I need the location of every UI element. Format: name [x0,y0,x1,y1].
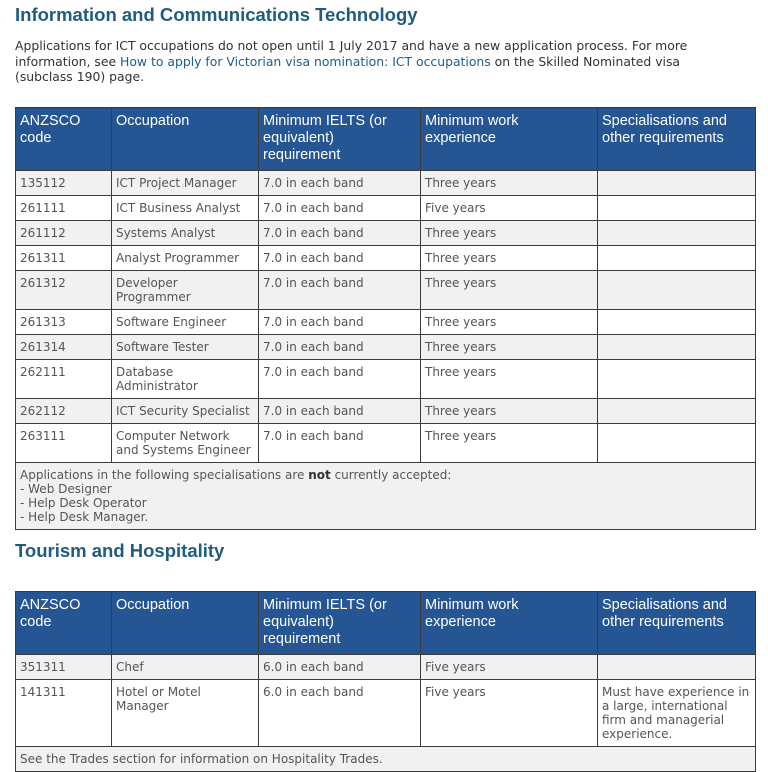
anzsco-code-cell: 263111 [16,424,112,463]
table-row [16,246,756,271]
ielts-cell: 7.0 in each band [259,171,421,196]
specialisations-cell [598,196,756,221]
column-header-occupation: Occupation [112,108,259,171]
tourism-trades-note: See the Trades section for information on Hospitality Trades. [16,747,756,772]
table-row [16,424,756,463]
column-header-work-experience: Minimum work experience [421,108,598,171]
occupation-cell: ICT Project Manager [112,171,259,196]
table-row [16,399,756,424]
note-text-end: currently accepted: [330,468,452,482]
anzsco-code-cell: 141311 [16,680,112,747]
anzsco-code-cell: 261111 [16,196,112,221]
column-header-ielts: Minimum IELTS (or equivalent) requirement [259,592,421,655]
table-note-row [16,747,756,772]
anzsco-code-cell: 261312 [16,271,112,310]
occupation-cell: Analyst Programmer [112,246,259,271]
occupation-cell: ICT Business Analyst [112,196,259,221]
work-experience-cell: Three years [421,171,598,196]
note-item: - Help Desk Manager. [20,510,149,524]
specialisations-cell [598,310,756,335]
table-row [16,310,756,335]
specialisations-cell [598,335,756,360]
ielts-cell: 7.0 in each band [259,196,421,221]
ielts-cell: 7.0 in each band [259,424,421,463]
anzsco-code-cell: 261112 [16,221,112,246]
occupation-cell: Systems Analyst [112,221,259,246]
column-header-ielts: Minimum IELTS (or equivalent) requirement [259,108,421,171]
column-header-work-experience: Minimum work experience [421,592,598,655]
column-header-occupation: Occupation [112,592,259,655]
table-row [16,171,756,196]
table-row [16,196,756,221]
ielts-cell: 7.0 in each band [259,335,421,360]
ielts-cell: 6.0 in each band [259,680,421,747]
table-note-row [16,463,756,530]
table-row [16,221,756,246]
ielts-cell: 7.0 in each band [259,310,421,335]
table-header-row [16,592,756,655]
column-header-anzsco: ANZSCO code [16,108,112,171]
work-experience-cell: Five years [421,655,598,680]
work-experience-cell: Three years [421,310,598,335]
ielts-cell: 7.0 in each band [259,399,421,424]
specialisations-cell [598,424,756,463]
ict-intro-text: Applications for ICT occupations do not open until 1 July 2017 and have a new application process. For more information, see [15,38,688,69]
note-emphasis: not [308,468,331,482]
specialisations-cell [598,360,756,399]
specialisations-cell [598,246,756,271]
occupation-cell: Developer Programmer [112,271,259,310]
occupation-cell: Software Tester [112,335,259,360]
ict-intro-paragraph [15,38,715,85]
ict-occupations-table [15,107,756,530]
column-header-specialisations: Specialisations and other requirements [598,108,756,171]
ict-section-heading: Information and Communications Technology [15,4,418,25]
note-item: - Web Designer [20,482,112,496]
ielts-cell: 7.0 in each band [259,271,421,310]
specialisations-cell [598,655,756,680]
note-item: - Help Desk Operator [20,496,147,510]
anzsco-code-cell: 261314 [16,335,112,360]
work-experience-cell: Three years [421,424,598,463]
table-row [16,335,756,360]
ielts-cell: 7.0 in each band [259,221,421,246]
table-header-row [16,108,756,171]
anzsco-code-cell: 261311 [16,246,112,271]
anzsco-code-cell: 262112 [16,399,112,424]
anzsco-code-cell: 351311 [16,655,112,680]
work-experience-cell: Three years [421,335,598,360]
table-row [16,680,756,747]
anzsco-code-cell: 262111 [16,360,112,399]
work-experience-cell: Three years [421,246,598,271]
ict-not-accepted-note [16,463,756,530]
specialisations-cell: Must have experience in a large, international firm and managerial experience. [598,680,756,747]
work-experience-cell: Five years [421,680,598,747]
occupation-cell: Software Engineer [112,310,259,335]
ict-how-to-apply-link[interactable]: How to apply for Victorian visa nomination: ICT occupations [120,53,491,69]
table-row [16,271,756,310]
occupation-cell: Database Administrator [112,360,259,399]
occupation-cell: Chef [112,655,259,680]
occupation-cell: Computer Network and Systems Engineer [112,424,259,463]
tourism-section-heading: Tourism and Hospitality [15,540,225,561]
note-text: Applications in the following specialisations are [20,468,309,482]
column-header-specialisations: Specialisations and other requirements [598,592,756,655]
specialisations-cell [598,171,756,196]
work-experience-cell: Three years [421,360,598,399]
ielts-cell: 7.0 in each band [259,246,421,271]
ict-intro-text-end: on the Skilled Nominated visa (subclass 190) page. [15,53,681,85]
tourism-occupations-table [15,591,756,772]
table-row [16,360,756,399]
anzsco-code-cell: 261313 [16,310,112,335]
table-row [16,655,756,680]
ielts-cell: 6.0 in each band [259,655,421,680]
specialisations-cell [598,221,756,246]
occupation-cell: Hotel or Motel Manager [112,680,259,747]
work-experience-cell: Three years [421,221,598,246]
anzsco-code-cell: 135112 [16,171,112,196]
work-experience-cell: Three years [421,271,598,310]
specialisations-cell [598,399,756,424]
note-intro-line [20,468,751,482]
work-experience-cell: Five years [421,196,598,221]
ielts-cell: 7.0 in each band [259,360,421,399]
specialisations-cell [598,271,756,310]
occupation-cell: ICT Security Specialist [112,399,259,424]
column-header-anzsco: ANZSCO code [16,592,112,655]
work-experience-cell: Three years [421,399,598,424]
